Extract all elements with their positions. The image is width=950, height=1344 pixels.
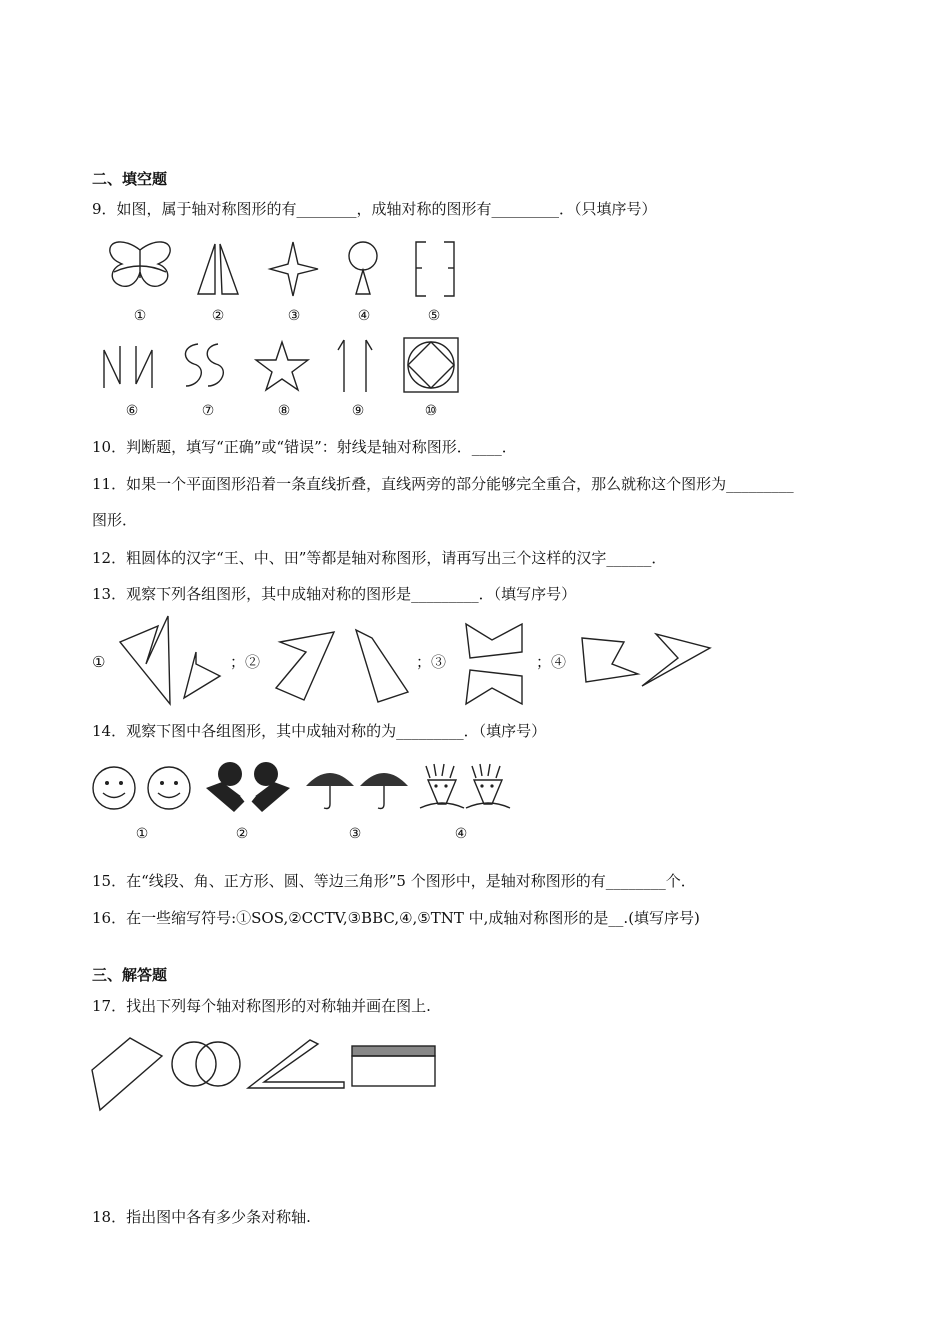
question-11-line1: 11．如果一个平面图形沿着一条直线折叠，直线两旁的部分能够完全重合，那么就称这个图形为_________ [92, 475, 794, 493]
q9-label-10: ⑩ [424, 403, 438, 419]
butterfly-figure [110, 242, 170, 286]
question-16: 16．在一些缩写符号:①SOS,②CCTV,③BBC,④,⑤TNT 中,成轴对称图形的是__.(填写序号) [92, 909, 700, 927]
question-17: 17．找出下列每个轴对称图形的对称轴并画在图上. [92, 997, 431, 1015]
q13-label-1: ① [92, 653, 106, 671]
four-point-star-figure [270, 242, 318, 296]
q9-label-5: ⑤ [427, 308, 441, 324]
kite-quadrilateral-figure [92, 1038, 162, 1110]
q17-figures [90, 1034, 440, 1114]
angle-strip-figure [248, 1040, 344, 1088]
q13-label-3: ；③ [416, 653, 447, 671]
q9-figures-row1 [100, 238, 460, 300]
q13-figures [112, 612, 722, 708]
five-point-star-figure [256, 342, 308, 390]
q9-label-1: ① [133, 308, 147, 324]
q13-pair-2 [276, 630, 408, 702]
overlapping-circles-figure [172, 1042, 240, 1086]
question-14: 14．观察下图中各组图形，其中成轴对称的为_________．（填序号） [92, 722, 547, 740]
q9-label-4: ④ [357, 308, 371, 324]
question-12: 12．粗圆体的汉字“王、中、田”等都是轴对称图形，请再写出三个这样的汉字______． [92, 549, 667, 567]
q14-figures [90, 760, 510, 818]
question-13: 13．观察下列各组图形，其中成轴对称的图形是_________．（填写序号） [92, 585, 577, 603]
section-title-answer: 三、解答题 [92, 966, 168, 984]
q9-label-8: ⑧ [277, 403, 291, 419]
striped-rectangle-figure [352, 1046, 435, 1086]
mirrored-arrows-figure [338, 340, 372, 392]
q13-pair-3 [466, 624, 522, 704]
q14-label-3: ③ [348, 826, 362, 842]
q9-label-3: ③ [287, 308, 301, 324]
question-9: 9．如图，属于轴对称图形的有________，成轴对称的图形有_________．（只填序号） [92, 200, 657, 218]
q9-figures-row2 [100, 336, 460, 396]
cartoon-faces-figure [420, 764, 510, 808]
q14-label-4: ④ [454, 826, 468, 842]
section-title-fill-in: 二、填空题 [92, 170, 168, 188]
q9-label-2: ② [211, 308, 225, 324]
q13-label-2: ；② [230, 653, 261, 671]
smiley-pair-figure [93, 767, 190, 809]
square-circle-diamond-figure [404, 338, 458, 392]
twin-triangles-figure [198, 244, 238, 294]
umbrella-pair-figure [306, 773, 408, 809]
two-figures-hugging [206, 762, 290, 812]
bracket-pair-figure [416, 242, 454, 296]
question-11-line2: 图形． [92, 511, 138, 529]
q9-label-9: ⑨ [351, 403, 365, 419]
question-15: 15．在“线段、角、正方形、圆、等边三角形”5 个图形中，是轴对称图形的有________个． [92, 872, 696, 890]
q13-pair-1 [120, 616, 220, 704]
q14-label-2: ② [235, 826, 249, 842]
q9-label-6: ⑥ [125, 403, 139, 419]
circle-triangle-figure [349, 242, 377, 294]
q13-label-4: ；④ [536, 653, 567, 671]
q13-pair-4 [582, 634, 710, 686]
q14-label-1: ① [135, 826, 149, 842]
q9-label-7: ⑦ [201, 403, 215, 419]
question-10: 10．判断题，填写“正确”或“错误”：射线是轴对称图形．____． [92, 438, 517, 456]
question-18: 18．指出图中各有多少条对称轴. [92, 1208, 311, 1226]
mirrored-n-figure [104, 346, 152, 388]
mirrored-s-curves-figure [185, 344, 223, 386]
